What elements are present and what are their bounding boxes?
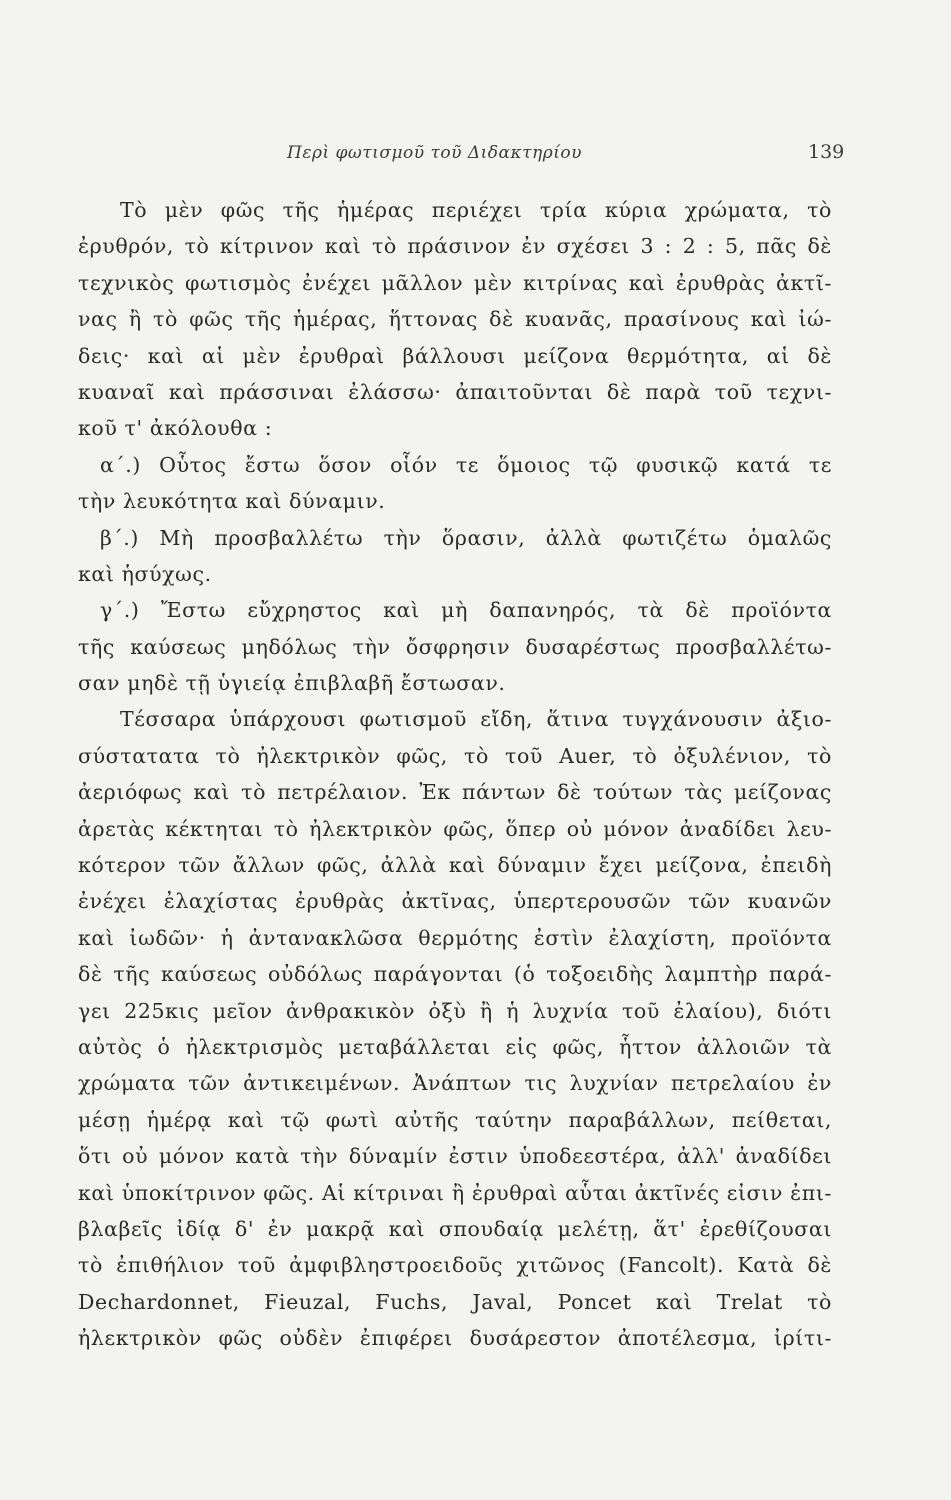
running-head	[0, 143, 951, 169]
text-line: ἠλεκτρικὸν φῶς οὐδὲν ἐπιφέρει δυσάρεστον ἀποτέλεσμα, ἰρίτι-	[78, 1326, 832, 1351]
text-line: β΄.) Μὴ προσβαλλέτω τὴν ὅρασιν, ἀλλὰ φωτιζέτω ὁμαλῶς	[100, 525, 832, 550]
text-line: γει 225κις μεῖον ἀνθρακικὸν ὀξὺ ἢ ἡ λυχνία τοῦ ἐλαίου), διότι	[78, 998, 832, 1023]
page-number: 139	[808, 141, 845, 163]
text-line: κότερον τῶν ἄλλων φῶς, ἀλλὰ καὶ δύναμιν ἔχει μείζονα, ἐπειδὴ	[78, 853, 832, 878]
text-line: ἐρυθρόν, τὸ κίτρινον καὶ τὸ πράσινον ἐν σχέσει 3 : 2 : 5, πᾶς δὲ	[78, 234, 832, 259]
text-line: Τέσσαρα ὑπάρχουσι φωτισμοῦ εἴδη, ἅτινα τυγχάνουσιν ἀξιο-	[120, 707, 832, 732]
text-line: κοῦ τ' ἀκόλουθα :	[78, 416, 273, 441]
text-line: βλαβεῖς ἰδίᾳ δ' ἐν μακρᾷ καὶ σπουδαίᾳ μελέτῃ, ἅτ' ἐρεθίζουσαι	[78, 1216, 832, 1241]
text-line: κυαναῖ καὶ πράσσιναι ἐλάσσω· ἀπαιτοῦνται δὲ παρὰ τοῦ τεχνι-	[78, 379, 832, 404]
text-line: ἀρετὰς κέκτηται τὸ ἠλεκτρικὸν φῶς, ὅπερ οὐ μόνον ἀναδίδει λευ-	[78, 816, 832, 841]
text-line: Dechardonnet, Fieuzal, Fuchs, Javal, Poncet καὶ Trelat τὸ	[78, 1289, 832, 1314]
text-line: καὶ ὑποκίτρινον φῶς. Αἱ κίτριναι ἢ ἐρυθραὶ αὗται ἀκτῖνές εἰσιν ἐπι-	[78, 1180, 832, 1205]
text-line: τὸ ἐπιθήλιον τοῦ ἀμφιβληστροειδοῦς χιτῶνος (Fancolt). Κατὰ δὲ	[78, 1253, 832, 1278]
text-line: γ΄.) Ἔστω εὔχρηστος καὶ μὴ δαπανηρός, τὰ δὲ προϊόντα	[100, 598, 832, 623]
text-line: δεις· καὶ αἱ μὲν ἐρυθραὶ βάλλουσι μείζονα θερμότητα, αἱ δὲ	[78, 343, 832, 368]
text-line: Τὸ μὲν φῶς τῆς ἡμέρας περιέχει τρία κύρια χρώματα, τὸ	[120, 198, 832, 222]
text-line: καὶ ἰωδῶν· ἡ ἀντανακλῶσα θερμότης ἐστὶν ἐλαχίστη, προϊόντα	[78, 925, 832, 950]
text-line: σαν μηδὲ τῇ ὑγιείᾳ ἐπιβλαβῆ ἔστωσαν.	[78, 671, 506, 696]
text-line: τεχνικὸς φωτισμὸς ἐνέχει μᾶλλον μὲν κιτρίνας καὶ ἐρυθρὰς ἀκτῖ-	[78, 270, 832, 295]
text-line: α΄.) Οὗτος ἔστω ὅσον οἷόν τε ὅμοιος τῷ φυσικῷ κατά τε	[100, 452, 832, 477]
text-line: δὲ τῆς καύσεως οὐδόλως παράγονται (ὁ τοξοειδὴς λαμπτὴρ παρά-	[78, 962, 832, 987]
running-title: Περὶ φωτισμοῦ τοῦ Διδακτηρίου	[287, 143, 582, 163]
text-body	[78, 192, 832, 1357]
text-line: ἀεριόφως καὶ τὸ πετρέλαιον. Ἐκ πάντων δὲ τούτων τὰς μείζονας	[78, 780, 832, 805]
text-line: τῆς καύσεως μηδόλως τὴν ὄσφρησιν δυσαρέστως προσβαλλέτω-	[78, 634, 832, 659]
text-line: ἐνέχει ἐλαχίστας ἐρυθρὰς ἀκτῖνας, ὑπερτερουσῶν τῶν κυανῶν	[78, 889, 832, 914]
text-line: τὴν λευκότητα καὶ δύναμιν.	[78, 489, 386, 514]
text-line: νας ἢ τὸ φῶς τῆς ἡμέρας, ἥττονας δὲ κυανᾶς, πρασίνους καὶ ἰώ-	[78, 307, 832, 332]
text-line: ὅτι οὐ μόνον κατὰ τὴν δύναμίν ἐστιν ὑποδεεστέρα, ἀλλ' ἀναδίδει	[78, 1144, 832, 1169]
text-line: καὶ ἡσύχως.	[78, 561, 212, 586]
text-line: αὐτὸς ὁ ἠλεκτρισμὸς μεταβάλλεται εἰς φῶς, ἧττον ἀλλοιῶν τὰ	[78, 1034, 832, 1059]
text-line: χρώματα τῶν ἀντικειμένων. Ἀνάπτων τις λυχνίαν πετρελαίου ἐν	[78, 1071, 832, 1096]
text-line: σύστατατα τὸ ἠλεκτρικὸν φῶς, τὸ τοῦ Auer, τὸ ὀξυλένιον, τὸ	[78, 743, 832, 768]
text-line: μέσῃ ἡμέρᾳ καὶ τῷ φωτὶ αὐτῆς ταύτην παραβάλλων, πείθεται,	[78, 1107, 832, 1132]
